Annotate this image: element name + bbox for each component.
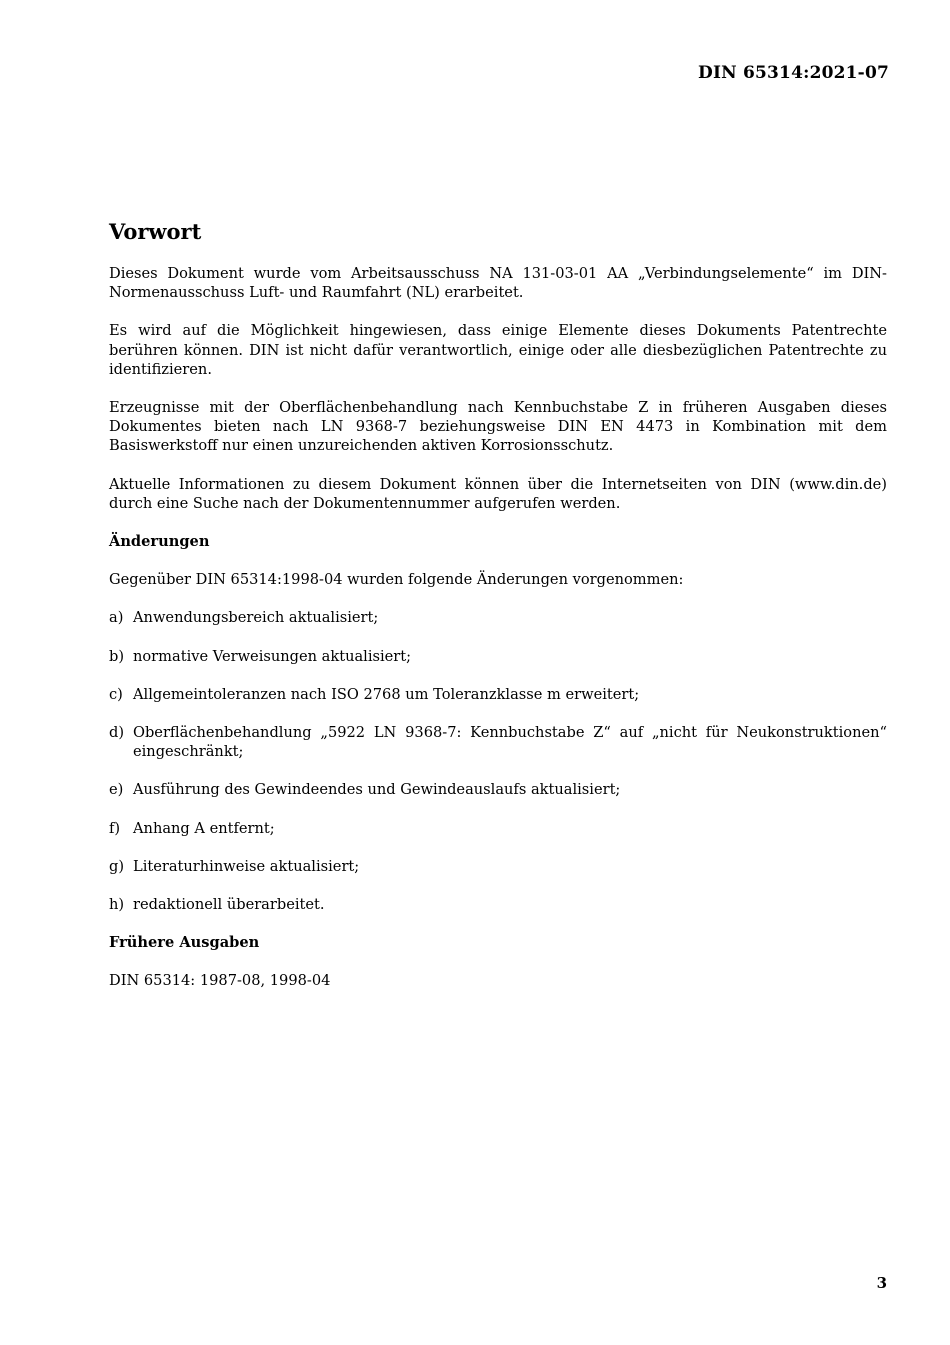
main-content [109, 219, 887, 1010]
paragraph-patent: Es wird auf die Möglichkeit hingewiesen, dass einige Elemente dieses Dokuments Patentrechte berühren können. DIN ist nicht dafür verantwortlich, einige oder alle diesbezüglichen Patentrechte zu identifizieren. [109, 322, 887, 378]
list-item [109, 723, 887, 761]
list-marker: e) [109, 781, 124, 799]
list-text: redaktionell überarbeitet. [133, 896, 325, 914]
list-item [109, 857, 887, 876]
page-title: Vorwort [109, 219, 202, 244]
page-number: 3 [876, 1274, 887, 1292]
list-text: Ausführung des Gewindeendes und Gewindeauslaufs aktualisiert; [133, 781, 621, 799]
list-marker: a) [109, 609, 124, 627]
list-marker: g) [109, 857, 125, 875]
list-marker: b) [109, 647, 125, 665]
list-text: Allgemeintoleranzen nach ISO 2768 um Toleranzklasse m erweitert; [133, 685, 640, 703]
list-item [109, 895, 887, 914]
list-item [109, 819, 887, 838]
previous-editions-heading: Frühere Ausgaben [109, 934, 260, 952]
list-item [109, 685, 887, 704]
changes-list [109, 608, 887, 914]
document-id: DIN 65314:2021-07 [698, 63, 889, 83]
paragraph-committee: Dieses Dokument wurde vom Arbeitsausschuss NA 131-03-01 AA „Verbindungselemente“ im DIN-Normenausschuss Luft- und Raumfahrt (NL) erarbeitet. [109, 265, 887, 302]
list-item [109, 780, 887, 799]
list-text: Literaturhinweise aktualisiert; [133, 857, 360, 875]
list-text: Anhang A entfernt; [133, 819, 275, 837]
previous-editions-text: DIN 65314: 1987-08, 1998-04 [109, 972, 331, 990]
changes-intro: Gegenüber DIN 65314:1998-04 wurden folgende Änderungen vorgenommen: [109, 571, 684, 589]
list-marker: h) [109, 896, 125, 914]
paragraph-information: Aktuelle Informationen zu diesem Dokument können über die Internetseiten von DIN (www.din.de) durch eine Suche nach der Dokumentennummer aufgerufen werden. [109, 475, 887, 512]
list-marker: c) [109, 685, 123, 703]
list-text: Anwendungsbereich aktualisiert; [133, 609, 379, 627]
list-item [109, 608, 887, 627]
paragraph-corrosion: Erzeugnisse mit der Oberflächenbehandlung nach Kennbuchstabe Z in früheren Ausgaben dieses Dokumentes bieten nach LN 9368-7 beziehungsweise DIN EN 4473 in Kombination mit dem Basiswerkstoff nur einen unzureichenden aktiven Korrosionsschutz. [109, 399, 887, 455]
list-marker: f) [109, 819, 121, 837]
list-text: normative Verweisungen aktualisiert; [133, 647, 412, 665]
list-marker: d) [109, 724, 125, 742]
changes-heading: Änderungen [109, 533, 210, 551]
list-text: Oberflächenbehandlung „5922 LN 9368-7: Kennbuchstabe Z“ auf „nicht für Neukonstruktionen“ eingeschränkt; [133, 724, 887, 761]
list-item [109, 647, 887, 666]
